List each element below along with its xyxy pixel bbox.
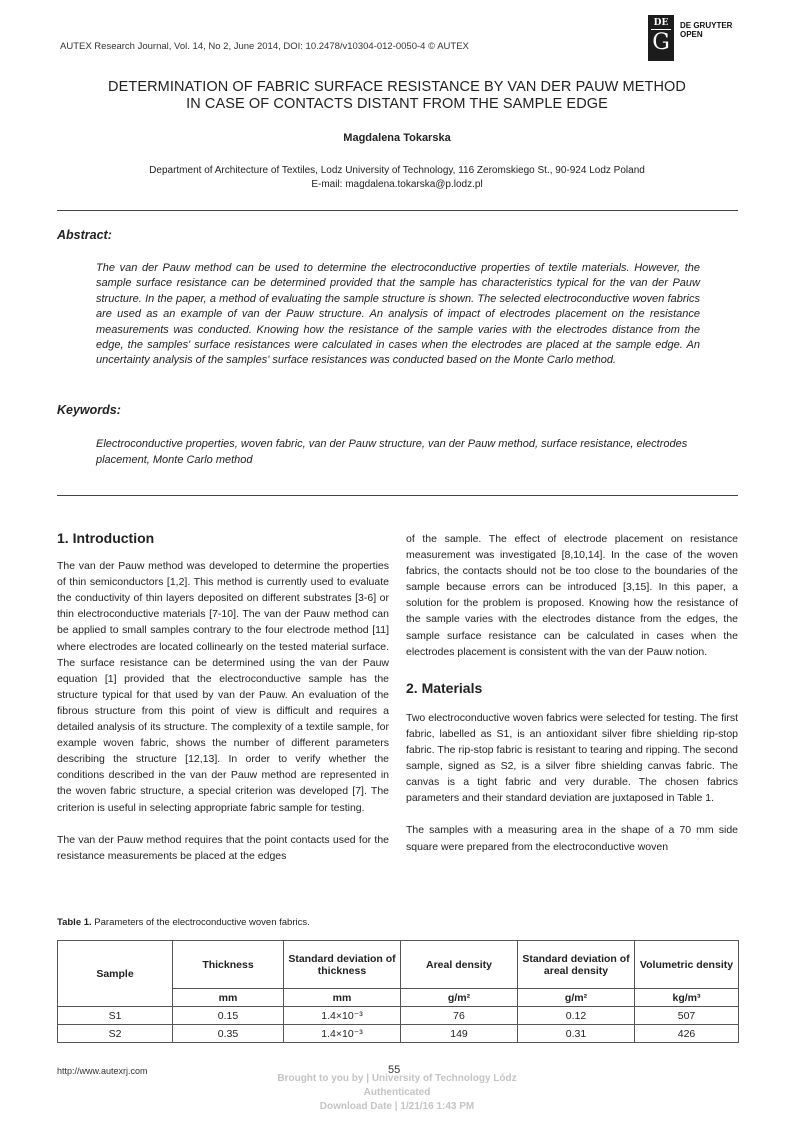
intro-paragraph-2: The van der Pauw method requires that the point contacts used for the resistance measurements be placed at the edges: [57, 833, 389, 862]
right-column: [406, 531, 738, 855]
table-cell: 507: [635, 1007, 739, 1025]
table-header-row: [58, 941, 739, 989]
publisher-line-1: DE GRUYTER: [680, 21, 733, 30]
intro-paragraph-1: The van der Pauw method was developed to determine the properties of thin semiconductors [1,2]. This method is currently used to evaluate the conductivity of thin layers deposited on different substrates [3-6] or thin electroconductive materials [7-10]. The van der Pauw method can be applied to small samples contrary to the four electrode method [11] where electrodes are located collinearly on the tested material surface. The surface resistance can be determined using the van der Pauw equation [1] provided that the electroconductive sample has the structure typical for that used by van der Pauw. An evaluation of the fibrous structure from this point of view is difficult and requires a detailed analysis of its structure. The complexity of a textile sample, for example woven fabric, shows the number of different parameters describing the structure [12,13]. In order to verify whether the conditions described in the van der Pauw method are represented in the woven fabric structure, a special criterion was developed [7]. The criterion is useful in selecting appropriate fabric sample for testing.: [57, 560, 389, 814]
affiliation-address: Department of Architecture of Textiles, Lodz University of Technology, 116 Zeromskiego St., 90-924 Lodz Poland: [149, 165, 645, 176]
table-header-cell: Thickness: [173, 941, 284, 989]
footer-url[interactable]: http://www.autexrj.com: [57, 1066, 148, 1076]
table-cell: 0.31: [518, 1025, 635, 1043]
page-number: 55: [388, 1064, 401, 1076]
table-cell: 426: [635, 1025, 739, 1043]
publisher-line-2: OPEN: [680, 30, 703, 39]
table-cell: 76: [401, 1007, 518, 1025]
table-header-cell: Volumetric density: [635, 941, 739, 989]
materials-heading: 2. Materials: [406, 679, 483, 696]
paper-title: [60, 79, 734, 113]
journal-citation: AUTEX Research Journal, Vol. 14, No 2, June 2014, DOI: 10.2478/v10304-012-0050-4 © AUTEX: [60, 41, 469, 52]
table-cell: 1.4×10⁻³: [284, 1025, 401, 1043]
watermark-line-1: Brought to you by | University of Technology Lódz: [277, 1073, 517, 1084]
table-header-cell: Areal density: [401, 941, 518, 989]
table-cell: S1: [58, 1007, 173, 1025]
keywords-heading: Keywords:: [57, 403, 121, 417]
table-header-cell: Standard deviation of thickness: [284, 941, 401, 989]
top-divider: [57, 210, 738, 211]
table-caption-label: Table 1.: [57, 917, 92, 928]
table-cell: S2: [58, 1025, 173, 1043]
table-header-cell: Standard deviation of areal density: [518, 941, 635, 989]
abstract-heading: Abstract:: [57, 228, 112, 242]
table-row: [58, 1025, 739, 1043]
table-unit-cell: g/m²: [518, 989, 635, 1007]
publisher-logo: [648, 15, 674, 61]
watermark-line-2: Authenticated: [363, 1087, 431, 1098]
materials-paragraph-2: The samples with a measuring area in the shape of a 70 mm side square were prepared from the electroconductive woven: [406, 824, 738, 853]
left-column: [57, 530, 389, 864]
parameters-table: [57, 940, 739, 1043]
keywords-text: Electroconductive properties, woven fabric, van der Pauw structure, van der Pauw method, surface resistance, electrodes placement, Monte Carlo method: [96, 438, 688, 466]
publisher-name: [680, 21, 732, 39]
abstract-text: The van der Pauw method can be used to determine the electroconductive properties of textile materials. However, the sample surface resistance can be determined provided that the sample has characteristics typical for the van der Pauw structure. In the paper, a method of evaluating the sample structure is shown. The selected electroconductive woven fabrics are used as an example of van der Pauw structure. An analysis of impact of electrodes placement on the resistance measurements was conducted. Knowing how the resistance of the sample varies with the electrodes distance from the edge, the samples' surface resistances were calculated in cases when the electrodes are placed at the sample edge. An uncertainty analysis of the samples' surface resistances was conducted based on the Monte Carlo method.: [96, 262, 700, 367]
title-line-2: IN CASE OF CONTACTS DISTANT FROM THE SAMPLE EDGE: [186, 96, 608, 112]
introduction-heading: 1. Introduction: [57, 530, 155, 546]
bottom-divider: [57, 495, 738, 496]
table-header-cell: Sample: [58, 941, 173, 1007]
affiliation: [60, 164, 734, 192]
table-cell: 0.15: [173, 1007, 284, 1025]
logo-bottom-text: G: [652, 30, 670, 55]
table-cell: 0.12: [518, 1007, 635, 1025]
materials-paragraph-1: Two electroconductive woven fabrics were selected for testing. The first fabric, labelled as S1, is an antioxidant silver fibre shielding rip-stop fabric. The rip-stop fabric is resistant to tearing and ripping. The second sample, signed as S2, is a silver fibre shielding canvas fabric. The canvas is a tight fabric and very durable. The chosen fabrics parameters and their standard deviation are juxtaposed in Table 1.: [406, 711, 738, 805]
table-unit-cell: g/m²: [401, 989, 518, 1007]
table-cell: 1.4×10⁻³: [284, 1007, 401, 1025]
table-unit-cell: kg/m³: [635, 989, 739, 1007]
author-name: Magdalena Tokarska: [343, 132, 451, 144]
table-caption: [57, 917, 310, 928]
table-cell: 0.35: [173, 1025, 284, 1043]
table-unit-cell: mm: [284, 989, 401, 1007]
download-watermark: [200, 1072, 594, 1114]
table-cell: 149: [401, 1025, 518, 1043]
intro-paragraph-3: of the sample. The effect of electrode placement on resistance measurement was investigated [8,10,14]. In the case of the woven fabrics, the contacts should not be too close to the boundaries of the sample because errors can be introduced [3,15]. In this paper, a solution for the problem is proposed. Knowing how the resistance of the sample varies with the electrodes distance from the edges, the sample surface resistance can be calculated in cases when the electrodes placement is consistent with the van der Pauw notion.: [406, 533, 738, 658]
table-caption-text: Parameters of the electroconductive woven fabrics.: [91, 917, 310, 928]
logo-top-text: DE: [653, 18, 669, 28]
title-line-1: DETERMINATION OF FABRIC SURFACE RESISTANCE BY VAN DER PAUW METHOD: [108, 79, 686, 95]
watermark-line-3: Download Date | 1/21/16 1:43 PM: [319, 1101, 475, 1112]
table-row: [58, 1007, 739, 1025]
table-unit-cell: mm: [173, 989, 284, 1007]
author-email: E-mail: magdalena.tokarska@p.lodz.pl: [311, 179, 483, 190]
